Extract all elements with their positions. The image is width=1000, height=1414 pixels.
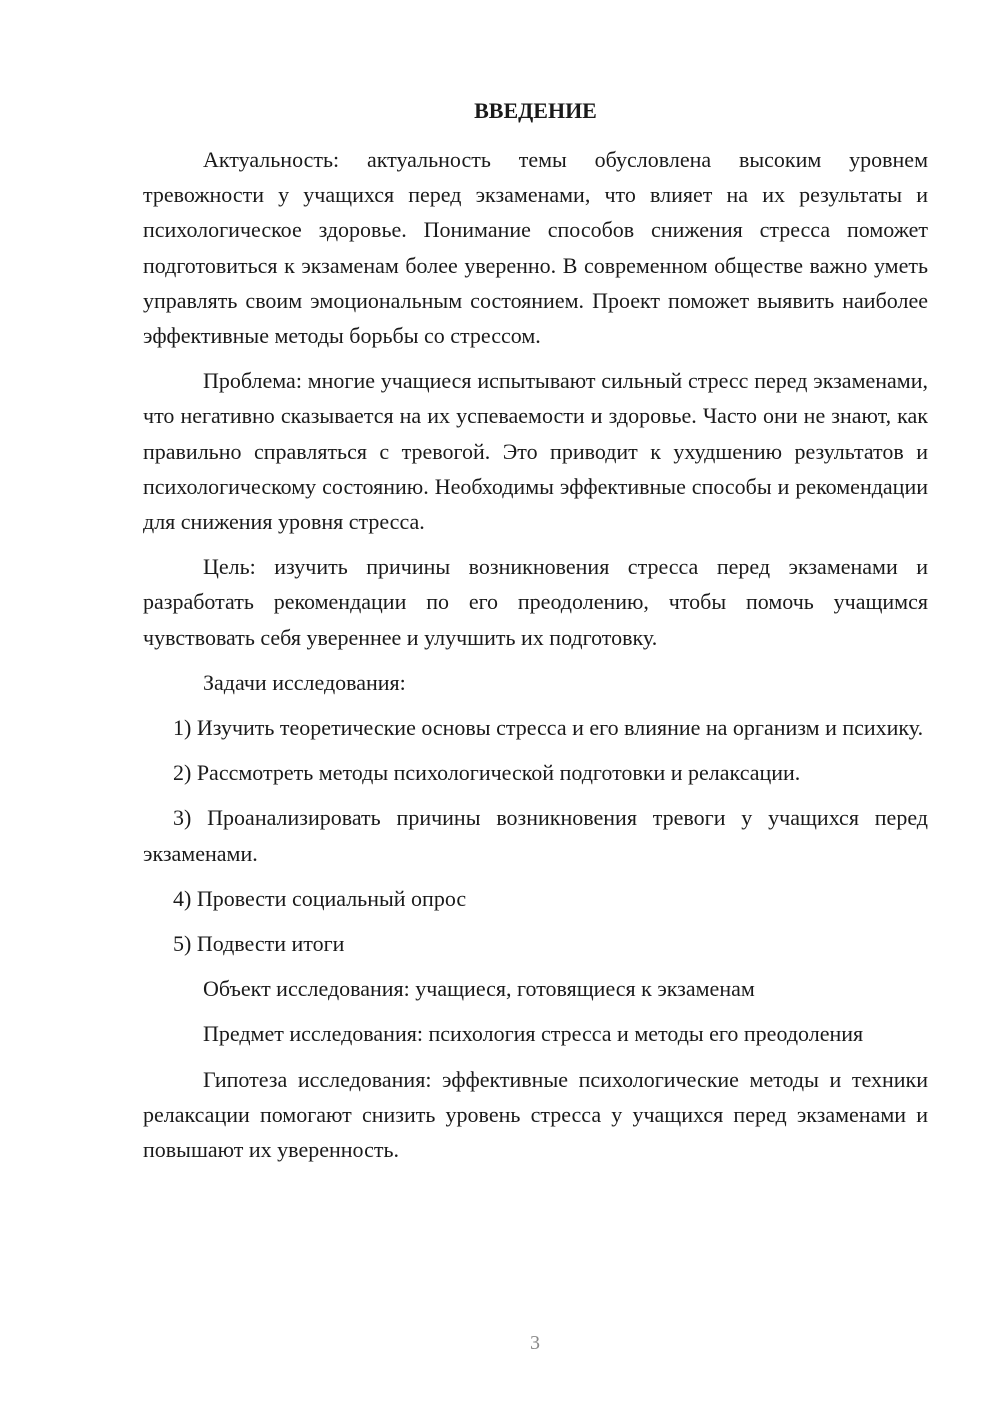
document-body xyxy=(143,142,928,1177)
task-item: 2) Рассмотреть методы психологической подготовки и релаксации. xyxy=(173,760,801,786)
research-object-paragraph: Объект исследования: учащиеся, готовящиеся к экзаменам xyxy=(203,976,755,1002)
research-subject-paragraph: Предмет исследования: психология стресса и методы его преодоления xyxy=(203,1021,864,1047)
task-item: 4) Провести социальный опрос xyxy=(173,885,467,911)
hypothesis-paragraph: Гипотеза исследования: эффективные психологические методы и техники релаксации помогают снизить уровень стресса у учащихся перед экзаменами и повышают их уверенность. xyxy=(143,1066,928,1163)
task-item: 5) Подвести итоги xyxy=(173,931,345,957)
relevance-paragraph: Актуальность: актуальность темы обусловлена высоким уровнем тревожности у учащихся перед экзаменами, что влияет на их результаты и психологическое здоровье. Понимание способов снижения стресса поможет подготовиться к экзаменам более уверенно. В современном обществе важно уметь управлять своим эмоциональным состоянием. Проект поможет выявить наиболее эффективные методы борьбы со стрессом. xyxy=(143,147,928,349)
tasks-heading: Задачи исследования: xyxy=(203,669,406,695)
task-item: 1) Изучить теоретические основы стресса и его влияние на организм и психику. xyxy=(173,715,924,741)
section-heading: ВВЕДЕНИЕ xyxy=(474,98,597,123)
problem-paragraph: Проблема: многие учащиеся испытывают сильный стресс перед экзаменами, что негативно сказывается на их успеваемости и здоровье. Часто они не знают, как правильно справляться с тревогой. Это приводит к ухудшению результатов и психологическому состоянию. Необходимы эффективные способы и рекомендации для снижения уровня стресса. xyxy=(143,368,928,535)
page-number: 3 xyxy=(530,1332,540,1354)
goal-paragraph: Цель: изучить причины возникновения стресса перед экзаменами и разработать рекомендации по его преодолению, чтобы помочь учащимся чувствовать себя увереннее и улучшить их подготовку. xyxy=(143,554,928,650)
task-item: 3) Проанализировать причины возникновения тревоги у учащихся перед экзаменами. xyxy=(143,805,928,866)
